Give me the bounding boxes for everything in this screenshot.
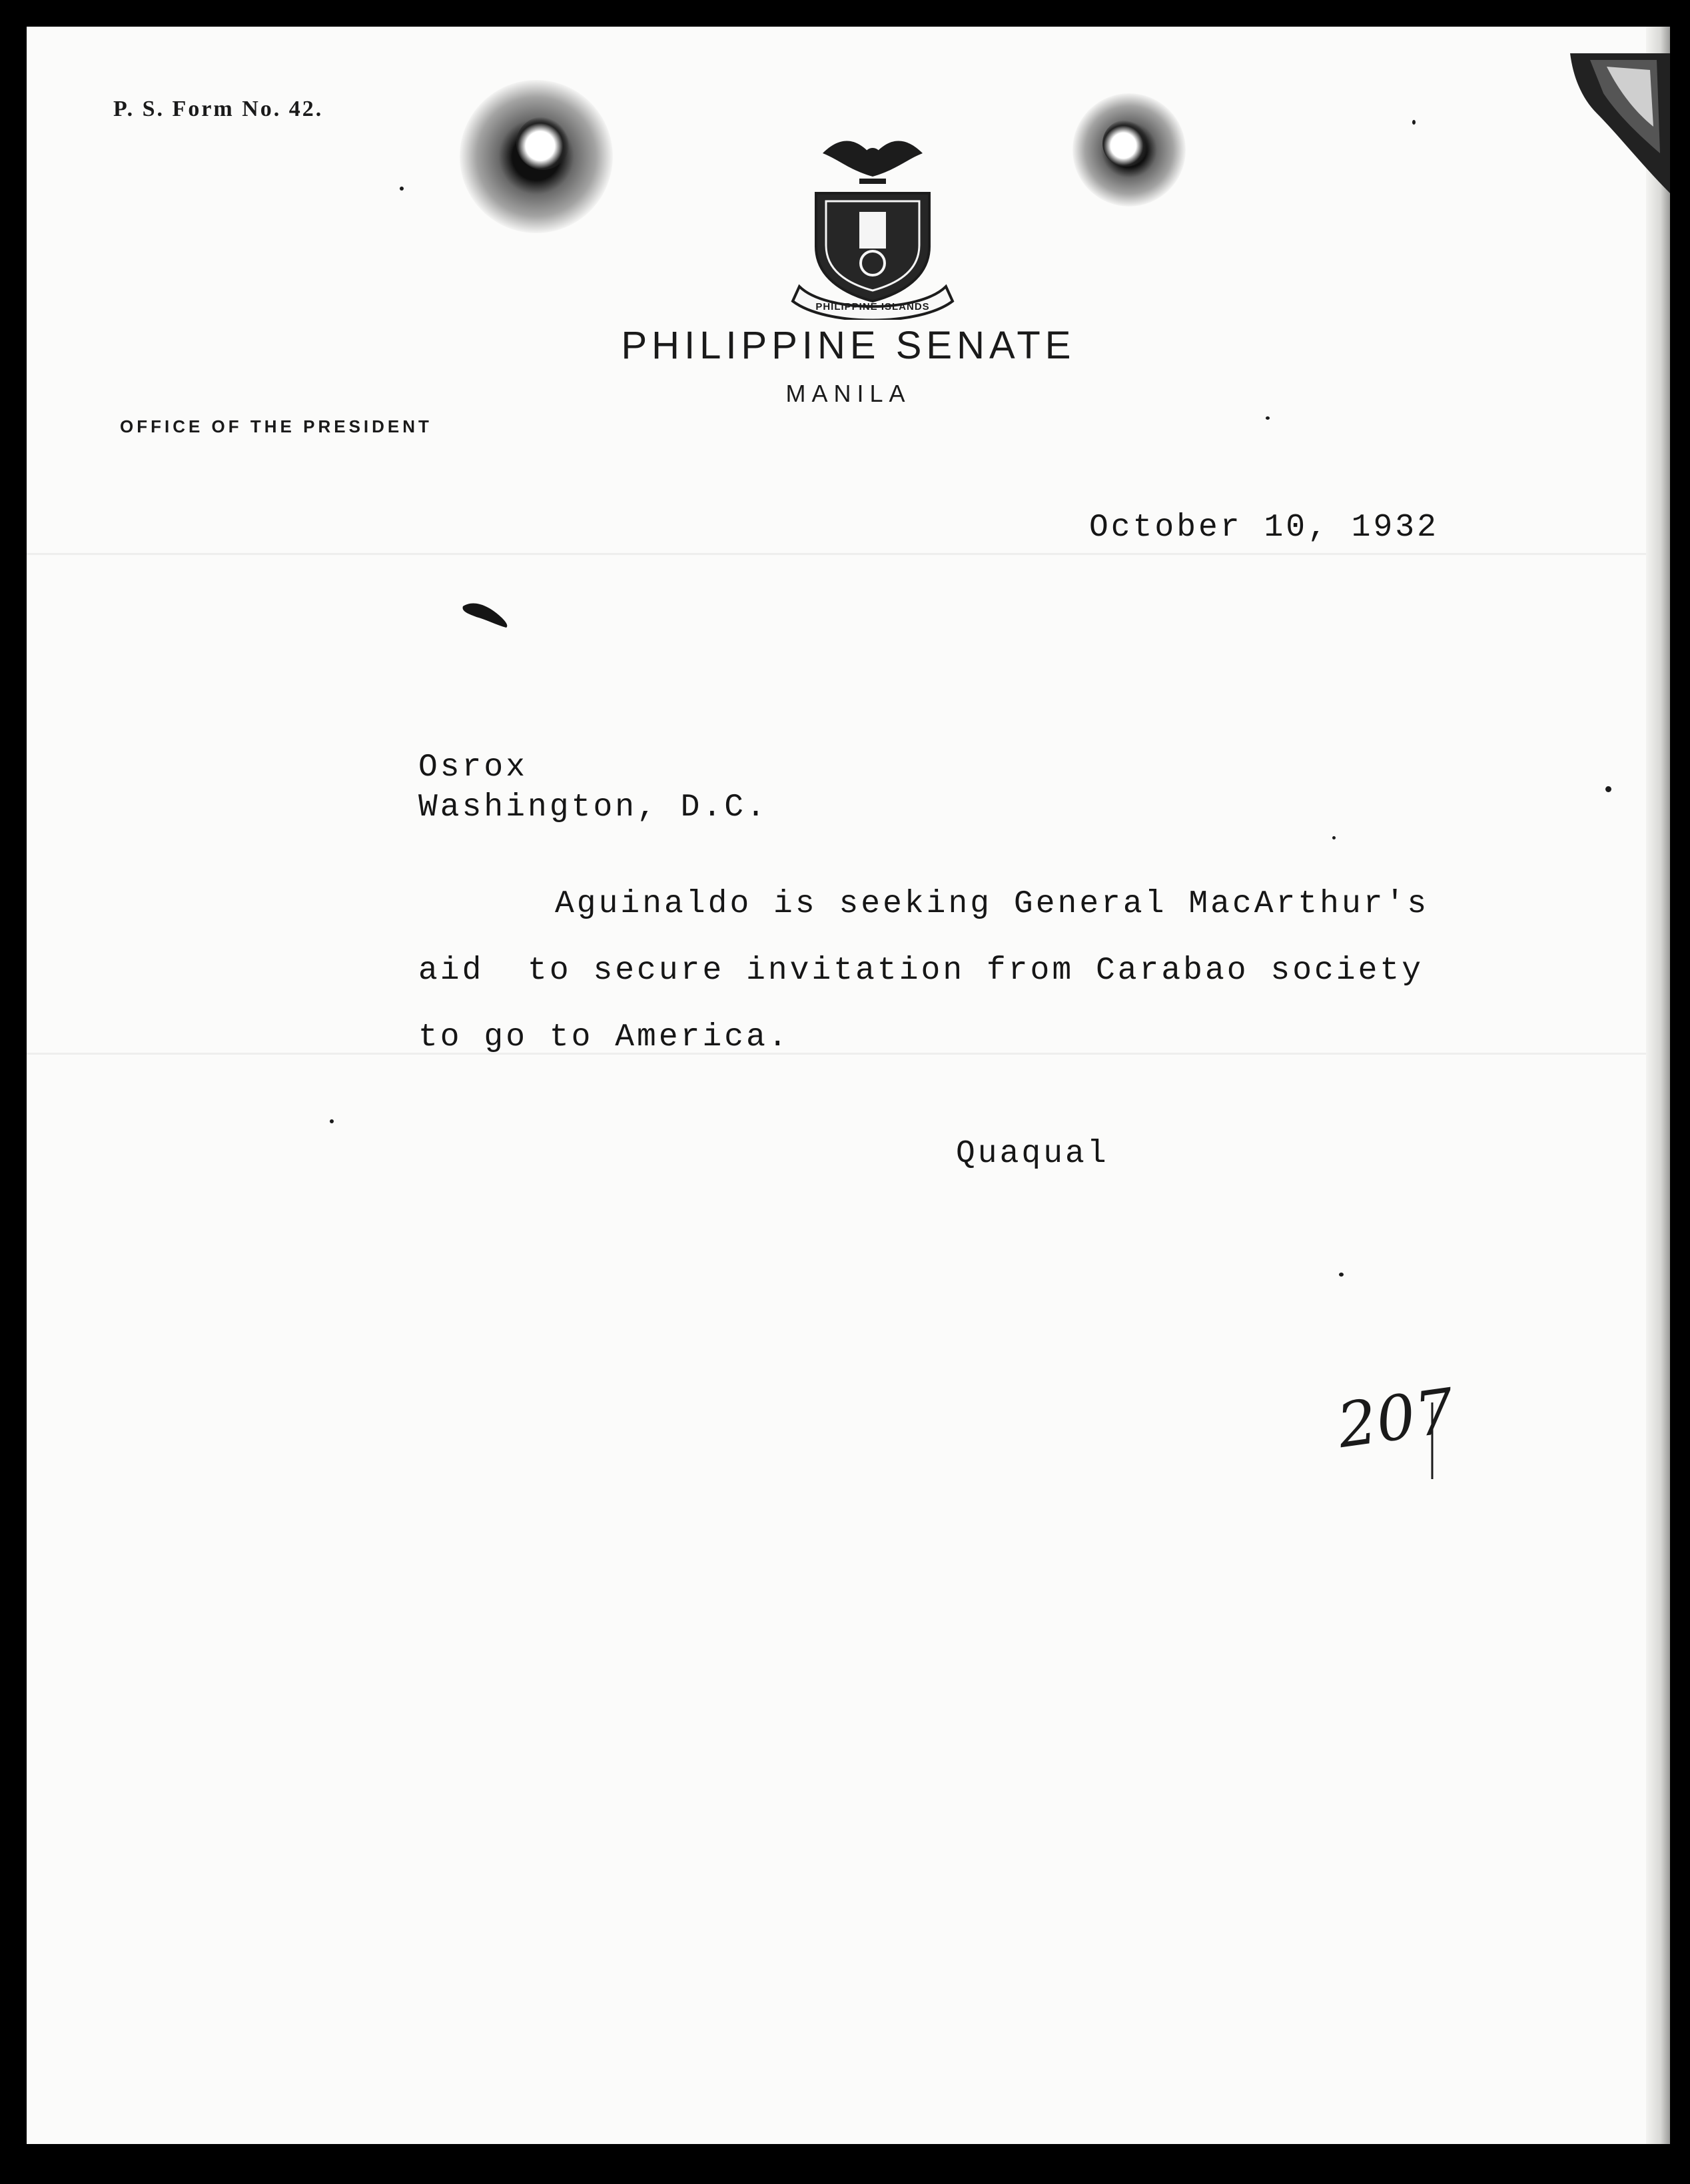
body-line-3: to go to America.: [418, 1019, 790, 1055]
letterhead-city: MANILA: [785, 380, 911, 407]
letterhead-title: PHILIPPINE SENATE: [621, 324, 1076, 367]
svg-text:207: 207: [1333, 1374, 1459, 1462]
handwritten-folio-number: [1332, 1363, 1466, 1496]
ink-blot: [460, 600, 513, 630]
pin-hole-right: [1102, 120, 1149, 167]
senate-seal: [786, 127, 959, 320]
letter-date: October 10, 1932: [1089, 510, 1439, 546]
document-page: [27, 27, 1670, 2144]
addressee-name: Osrox: [418, 750, 528, 786]
pin-hole-left: [516, 117, 570, 170]
office-label: OFFICE OF THE PRESIDENT: [120, 416, 432, 436]
svg-text:PHILIPPINE ISLANDS: PHILIPPINE ISLANDS: [815, 301, 930, 312]
form-number: P. S. Form No. 42.: [113, 97, 324, 121]
folded-corner: [1543, 53, 1670, 193]
addressee-location: Washington, D.C.: [418, 790, 768, 825]
body-line-2: aid to secure invitation from Carabao society: [418, 953, 1424, 989]
signature: Quaqual: [956, 1136, 1109, 1172]
body-line-1: Aguinaldo is seeking General MacArthur's: [555, 886, 1430, 922]
